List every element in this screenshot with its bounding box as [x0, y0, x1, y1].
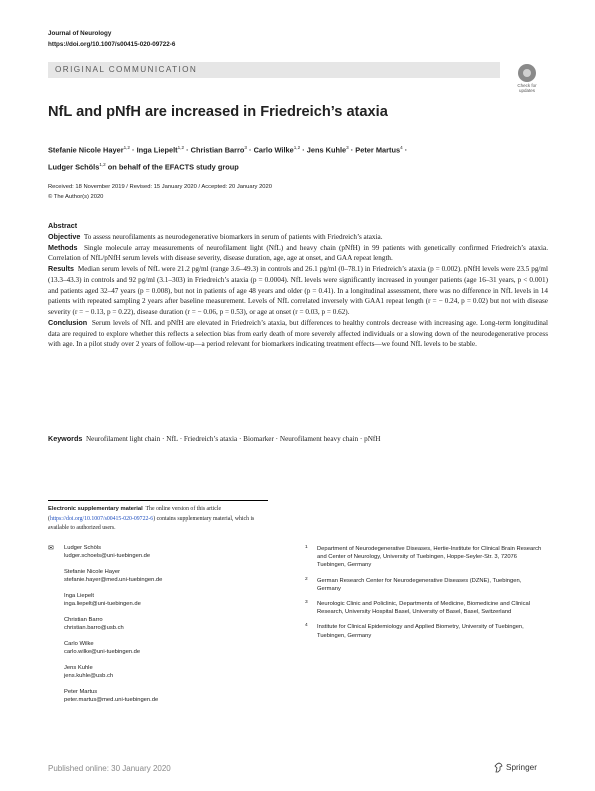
author-separator: ·	[402, 145, 408, 155]
author-name: Inga Liepelt	[136, 145, 178, 155]
contact-name: Ludger Schöls	[64, 545, 102, 551]
author-separator: ·	[300, 145, 307, 155]
esm-text-after: ) contains supplementary material, which is available to authorized users.	[48, 515, 255, 532]
author-name: Christian Barro	[190, 145, 245, 155]
envelope-icon: ✉	[48, 545, 54, 552]
affiliation-number: 2	[305, 576, 308, 582]
abstract-heading: Abstract	[48, 221, 78, 230]
copyright: © The Author(s) 2020	[48, 193, 104, 200]
affiliation-item	[305, 623, 545, 639]
springer-horse-icon	[494, 762, 503, 773]
supplementary-note	[48, 505, 268, 534]
methods-text: Single molecule array measurements of neurofilament light (NfL) and heavy chain (pNfH) in 99 patients with genetically confirmed Friedreich’s ataxia. Correlation of NfL/pNfH serum levels with disease severity, disease duration, age, age at onset, and GAA repeat length.	[48, 243, 548, 263]
abstract	[48, 221, 548, 350]
author-separator: ·	[246, 145, 254, 155]
results-text: Median serum levels of NfL were 21.2 pg/ml (range 3.6–49.3) in controls and 26.1 pg/ml (0–78.1) in Friedreich’s ataxia (p = 0.002). pNfH levels were 23.5 pg/ml (13.3–43.3) in controls and 92 pg/ml (3.1–303) in Friedreich’s ataxia (p = 0.0004). NfL levels were significantly increased in younger patients (age 16–31 years, p < 0.001) and patients aged 32–47 years (p = 0.008), but not in patients of age 48 years and older (p = 0.41). In a longitudinal assessment, there was no difference in NfL levels in 14 patients with repeated sampling 2 years after baseline measurement. Levels of NfL correlated inversely with GAA1 repeat length (r = − 0.24, p = 0.02) but not with disease severity (r = − 0.13, p = 0.22), disease duration (r = − 0.06, p = 0.53), or age at onset (r = 0.03, p = 0.62).	[48, 265, 549, 316]
history-dates: Received: 18 November 2019 / Revised: 15 January 2020 / Accepted: 20 January 2020	[48, 184, 272, 190]
contact-email[interactable]: inga.liepelt@uni-tuebingen.de	[64, 600, 141, 607]
esm-label: Electronic supplementary material	[48, 506, 143, 512]
check-updates-label: Check for updates	[517, 83, 537, 93]
author-name: Ludger Schöls	[48, 162, 100, 172]
spacer	[48, 689, 64, 704]
keywords-text: Neurofilament light chain · NfL · Friedreich’s ataxia · Biomarker · Neurofilament heavy chain · pNfH	[85, 435, 381, 443]
author-contact	[48, 689, 268, 704]
contact-name: Inga Liepelt	[64, 593, 94, 599]
methods-label: Methods	[48, 242, 78, 252]
author-name: Carlo Wilke	[253, 145, 294, 155]
objective-label: Objective	[48, 231, 81, 241]
contact-email[interactable]: ludger.schoels@uni-tuebingen.de	[64, 552, 151, 559]
journal-name: Journal of Neurology	[48, 30, 112, 37]
keywords-label: Keywords	[48, 434, 83, 443]
contact-email[interactable]: christian.barro@usb.ch	[64, 624, 124, 631]
author-line-2	[48, 157, 508, 174]
author-contact	[48, 569, 268, 584]
affiliation-item	[305, 577, 545, 593]
conclusion-text: Serum levels of NfL and pNfH are elevated in Friedreich’s ataxia, but differences to healthy controls decrease with increasing age. Long-term longitudinal data are required to explore whether this reflects a selection bias from early death of more severely affected individuals or a slowing down of the neurodegenerative process with age. In a pilot study over 2 years of follow-up—a period relevant for biomarkers indicating treatment effects—we found NfL levels to be stable.	[48, 318, 548, 349]
conclusion-label: Conclusion	[48, 317, 88, 327]
corresponding-emails	[48, 545, 268, 713]
esm-doi-link[interactable]: https://doi.org/10.1007/s00415-020-09722-6	[49, 515, 154, 522]
article-dates	[48, 183, 272, 202]
author-contact	[48, 545, 268, 560]
footnote-divider	[48, 500, 268, 501]
author-affiliation-marker: 1,2	[177, 145, 185, 150]
section-label: ORIGINAL COMMUNICATION	[48, 62, 500, 78]
author-affiliation-marker: 4	[400, 145, 403, 150]
esm-text-before: The online version of this article (	[48, 506, 222, 522]
affiliation-text: Institute for Clinical Epidemiology and Applied Biometry, University of Tuebingen, Tuebingen, Germany	[317, 624, 524, 639]
author-contact	[48, 617, 268, 632]
contact-name: Jens Kuhle	[64, 665, 93, 671]
affiliation-number: 1	[305, 545, 308, 550]
author-separator: ·	[184, 145, 191, 155]
author-affiliation-marker: 3	[244, 145, 247, 150]
publisher-name: Springer	[506, 763, 537, 772]
author-name: Jens Kuhle	[306, 145, 347, 155]
author-affiliation-marker: 1,2	[123, 145, 130, 150]
author-separator: on behalf of the EFACTS study group	[105, 162, 239, 172]
check-for-updates-badge[interactable]	[512, 64, 542, 96]
author-affiliation-marker: 1,2	[99, 162, 106, 168]
author-name: Stefanie Nicole Hayer	[48, 145, 124, 155]
doi-link[interactable]: https://doi.org/10.1007/s00415-020-09722-6	[48, 41, 176, 48]
results-label: Results	[48, 264, 74, 273]
affiliation-number: 4	[305, 623, 308, 629]
contact-email[interactable]: carlo.wilke@uni-tuebingen.de	[64, 648, 141, 655]
author-contact	[48, 665, 268, 680]
author-line-1	[48, 140, 508, 157]
affiliation-text: Department of Neurodegenerative Diseases, Hertie-Institute for Clinical Brain Research and Center of Neurology, University of Tuebingen, Hoppe-Seyler-Str. 3, 72076 Tuebingen, Germany	[317, 546, 542, 569]
contact-name: Christian Barro	[64, 617, 103, 623]
check-updates-icon	[518, 64, 536, 82]
affiliation-item	[305, 600, 545, 616]
keywords	[48, 434, 548, 443]
spacer	[48, 665, 64, 680]
contact-email[interactable]: jens.kuhle@usb.ch	[64, 672, 114, 679]
author-separator: ·	[129, 145, 137, 155]
contact-name: Carlo Wilke	[64, 641, 94, 647]
objective-text: To assess neurofilaments as neurodegenerative biomarkers in serum of patients with Friedreich’s ataxia.	[83, 232, 383, 241]
affiliation-text: Neurologic Clinic and Policlinic, Departments of Medicine, Biomedicine and Clinical Research, University Hospital Basel, University of Basel, Basel, Switzerland	[317, 601, 530, 616]
author-contact	[48, 593, 268, 608]
contact-email[interactable]: stefanie.hayer@med.uni-tuebingen.de	[64, 576, 163, 583]
affiliation-text: German Research Center for Neurodegenerative Diseases (DZNE), Tuebingen, Germany	[317, 577, 522, 592]
contact-email[interactable]: peter.martus@med.uni-tuebingen.de	[64, 696, 159, 703]
author-contact	[48, 641, 268, 656]
spacer	[48, 569, 64, 584]
affiliations	[305, 545, 545, 647]
author-name: Peter Martus	[355, 145, 401, 155]
article-title: NfL and pNfH are increased in Friedreich’s ataxia	[48, 104, 388, 120]
author-list	[48, 140, 508, 175]
author-affiliation-marker: 1,2	[293, 145, 301, 150]
author-separator: ·	[348, 145, 356, 155]
spacer	[48, 593, 64, 608]
affiliation-item	[305, 545, 545, 570]
spacer	[48, 617, 64, 632]
author-affiliation-marker: 3	[346, 145, 349, 150]
contact-name: Stefanie Nicole Hayer	[64, 569, 121, 575]
contact-name: Peter Martus	[64, 689, 98, 695]
spacer	[48, 641, 64, 656]
published-date: Published online: 30 January 2020	[48, 764, 171, 773]
springer-logo	[494, 762, 537, 773]
affiliation-number: 3	[305, 600, 308, 606]
